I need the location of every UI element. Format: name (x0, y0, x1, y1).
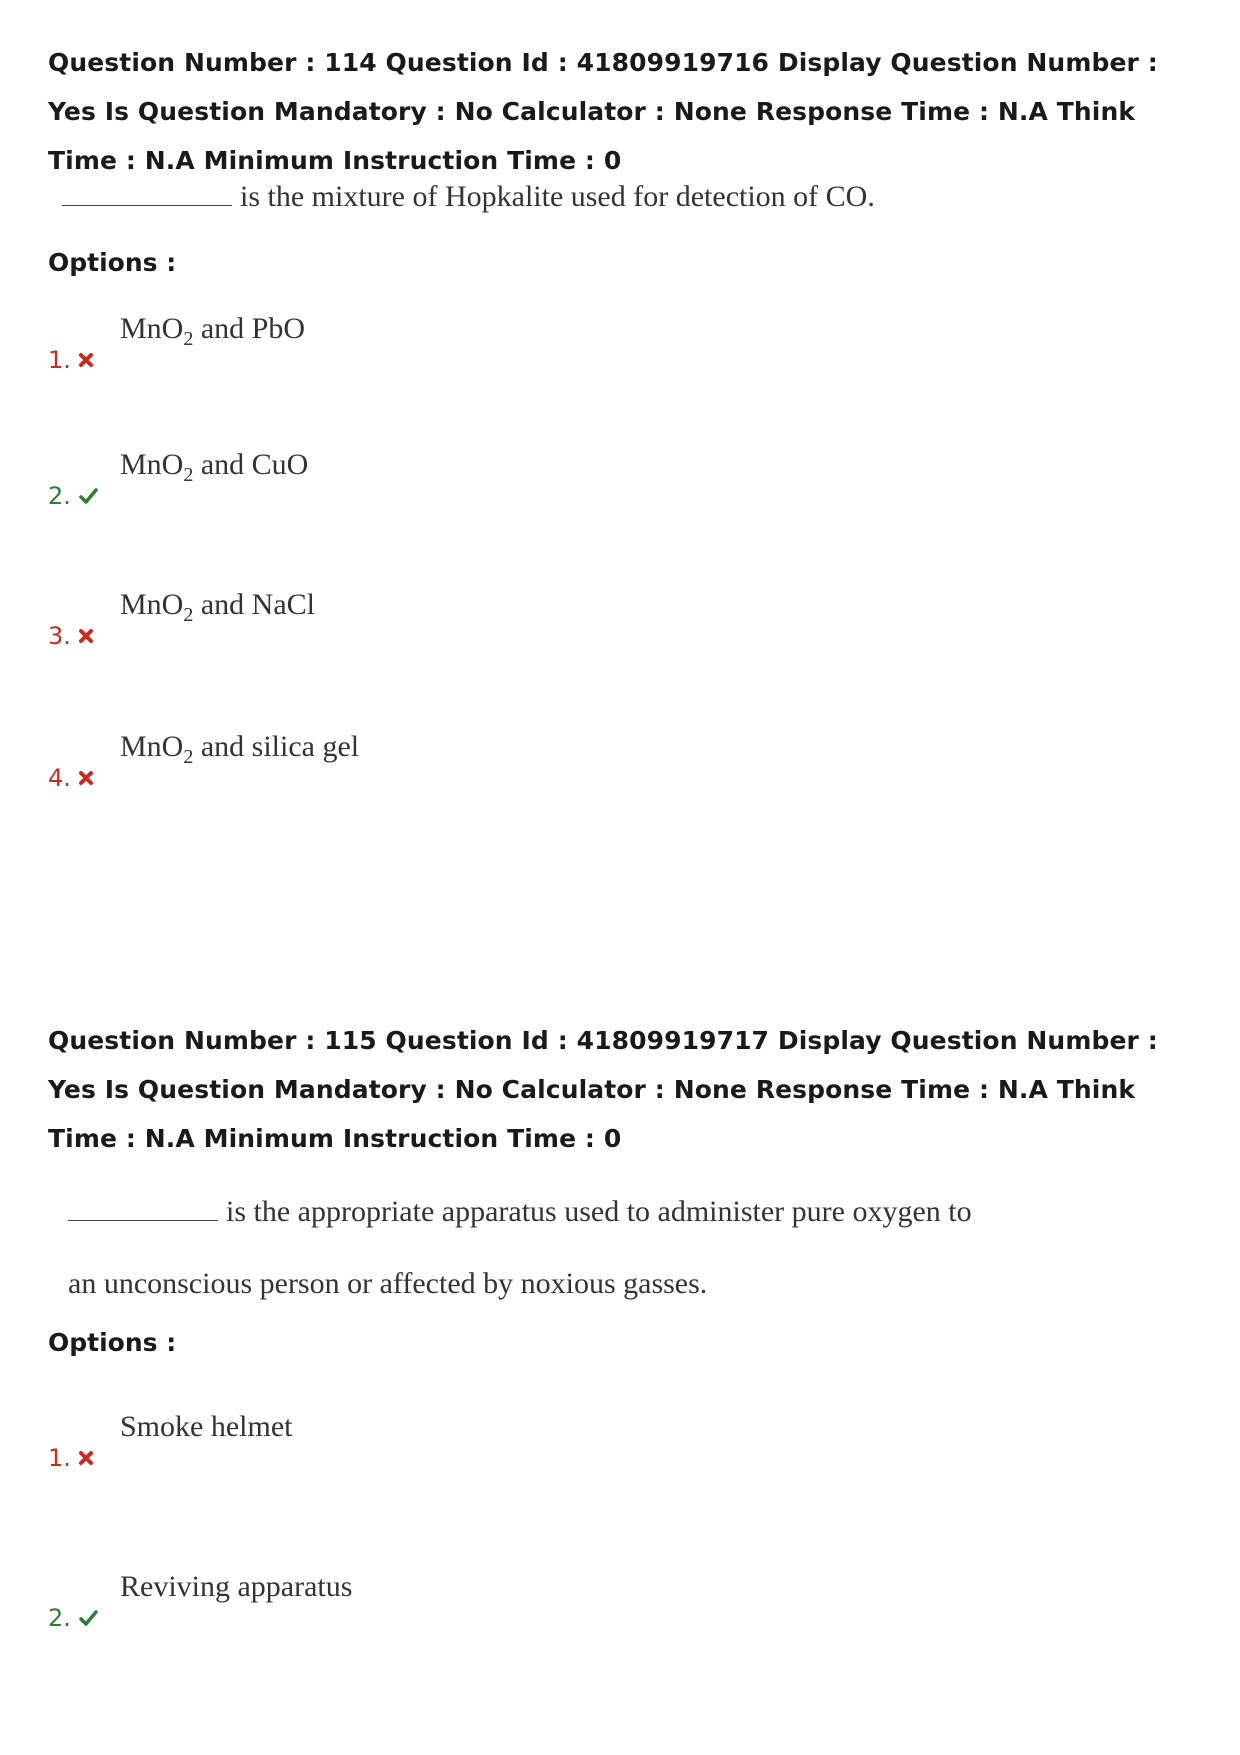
check-icon (77, 487, 99, 505)
answer-blank (68, 1196, 218, 1221)
option-2 (48, 448, 848, 568)
answer-blank (62, 181, 232, 206)
option-text: Reviving apparatus (120, 1570, 353, 1603)
option-marker (48, 1604, 99, 1632)
option-marker (48, 764, 95, 792)
option-text: MnO$_2$ and NaCl (120, 588, 315, 626)
option-text: MnO$_2$ and CuO (120, 448, 309, 486)
option-number: 3. (48, 622, 71, 650)
question-stem (62, 180, 875, 214)
option-1 (48, 312, 848, 432)
option-marker (48, 482, 99, 510)
option-number: 2. (48, 482, 71, 510)
option-number: 2. (48, 1604, 71, 1632)
option-1 (48, 1410, 848, 1530)
question-114 (48, 38, 1208, 792)
option-4 (48, 730, 848, 850)
question-stem-text: is the mixture of Hopkalite used for detection of CO. (240, 180, 875, 213)
option-text: MnO$_2$ and silica gel (120, 730, 360, 768)
option-2 (48, 1570, 848, 1690)
option-text: Smoke helmet (120, 1410, 293, 1443)
question-stem (68, 1176, 972, 1320)
question-stem-text-2: an unconscious person or affected by noxious gasses. (68, 1267, 708, 1300)
option-number: 1. (48, 346, 71, 374)
option-marker (48, 346, 95, 374)
cross-icon (77, 1449, 95, 1467)
cross-icon (77, 769, 95, 787)
cross-icon (77, 351, 95, 369)
question-stem-text: is the appropriate apparatus used to administer pure oxygen to (226, 1195, 972, 1228)
question-header: Question Number : 115 Question Id : 41809919717 Display Question Number : Yes Is Question Mandatory : No Calculator : None Response Time : N.A Think Time : N.A Minimum Instruction Time : 0 (48, 1026, 1158, 1153)
question-115 (48, 1016, 1208, 1632)
option-number: 1. (48, 1444, 71, 1472)
option-marker (48, 622, 95, 650)
option-marker (48, 1444, 95, 1472)
question-header: Question Number : 114 Question Id : 41809919716 Display Question Number : Yes Is Question Mandatory : No Calculator : None Response Time : N.A Think Time : N.A Minimum Instruction Time : 0 (48, 48, 1158, 175)
option-number: 4. (48, 764, 71, 792)
option-text: MnO$_2$ and PbO (120, 312, 306, 350)
option-3 (48, 588, 848, 708)
check-icon (77, 1609, 99, 1627)
cross-icon (77, 627, 95, 645)
options-label: Options : (48, 1328, 177, 1357)
options-label: Options : (48, 248, 177, 277)
